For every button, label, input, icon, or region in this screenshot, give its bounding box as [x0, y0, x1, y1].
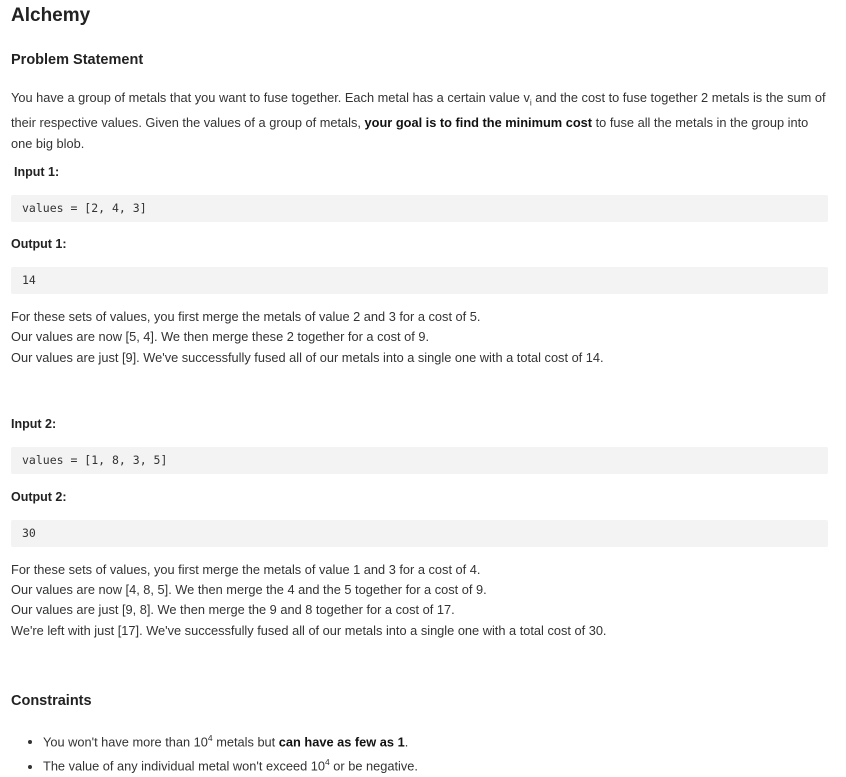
output-2-label: Output 2:: [11, 490, 67, 504]
input-2-label: Input 2:: [11, 417, 57, 431]
constraint-text: .: [404, 734, 409, 750]
constraint-text: or be negative.: [329, 758, 418, 774]
constraint-text: The value of any individual metal won't exceed 10: [43, 758, 326, 774]
constraint-text: metals but: [212, 734, 279, 750]
constraint-item: [43, 728, 418, 752]
input-1-label: Input 1:: [14, 165, 60, 179]
constraint-text: You won't have more than 10: [43, 734, 208, 750]
problem-description: [11, 88, 829, 154]
example-1-explanation-line: Our values are now [5, 4]. We then merge these 2 together for a cost of 9.: [11, 329, 430, 344]
example-2-explanation-line: We're left with just [17]. We've successfully fused all of our metals into a single one with a total cost of 30.: [11, 623, 607, 638]
constraint-exponent: 4: [325, 757, 330, 768]
example-2-explanation-line: Our values are now [4, 8, 5]. We then merge the 4 and the 5 together for a cost of 9.: [11, 582, 487, 597]
constraint-exponent: 4: [207, 733, 213, 743]
input-1-code: values = [2, 4, 3]: [11, 195, 828, 222]
constraints-list: [11, 728, 418, 777]
output-1-label: Output 1:: [11, 237, 67, 251]
output-1-code: 14: [11, 267, 828, 294]
constraint-bold: can have as few as 1: [278, 734, 405, 750]
example-2-explanation-line: Our values are just [9, 8]. We then merge the 9 and 8 together for a cost of 17.: [11, 602, 455, 617]
input-2-code: values = [1, 8, 3, 5]: [11, 447, 828, 474]
example-1-explanation-line: Our values are just [9]. We've successfully fused all of our metals into a single one with a total cost of 14.: [11, 350, 604, 365]
value-subscript: i: [529, 97, 532, 108]
description-text-1: You have a group of metals that you want to fuse together. Each metal has a certain value v: [11, 90, 530, 105]
page-title: Alchemy: [11, 5, 91, 26]
output-2-code: 30: [11, 520, 828, 547]
problem-statement-heading: Problem Statement: [11, 52, 144, 68]
example-1-explanation-line: For these sets of values, you first merge the metals of value 2 and 3 for a cost of 5.: [11, 309, 481, 324]
description-goal-bold: your goal is to find the minimum cost: [364, 115, 593, 131]
constraint-item: [43, 752, 418, 776]
constraints-heading: Constraints: [11, 693, 92, 709]
description-text-2: and the cost to fuse together 2 metals is the sum of their respective values. Given the values of a group of metals,: [11, 90, 826, 131]
example-2-explanation-line: For these sets of values, you first merge the metals of value 1 and 3 for a cost of 4.: [11, 562, 481, 577]
description-text-3: to fuse all the metals in the group into one big blob.: [11, 115, 809, 151]
